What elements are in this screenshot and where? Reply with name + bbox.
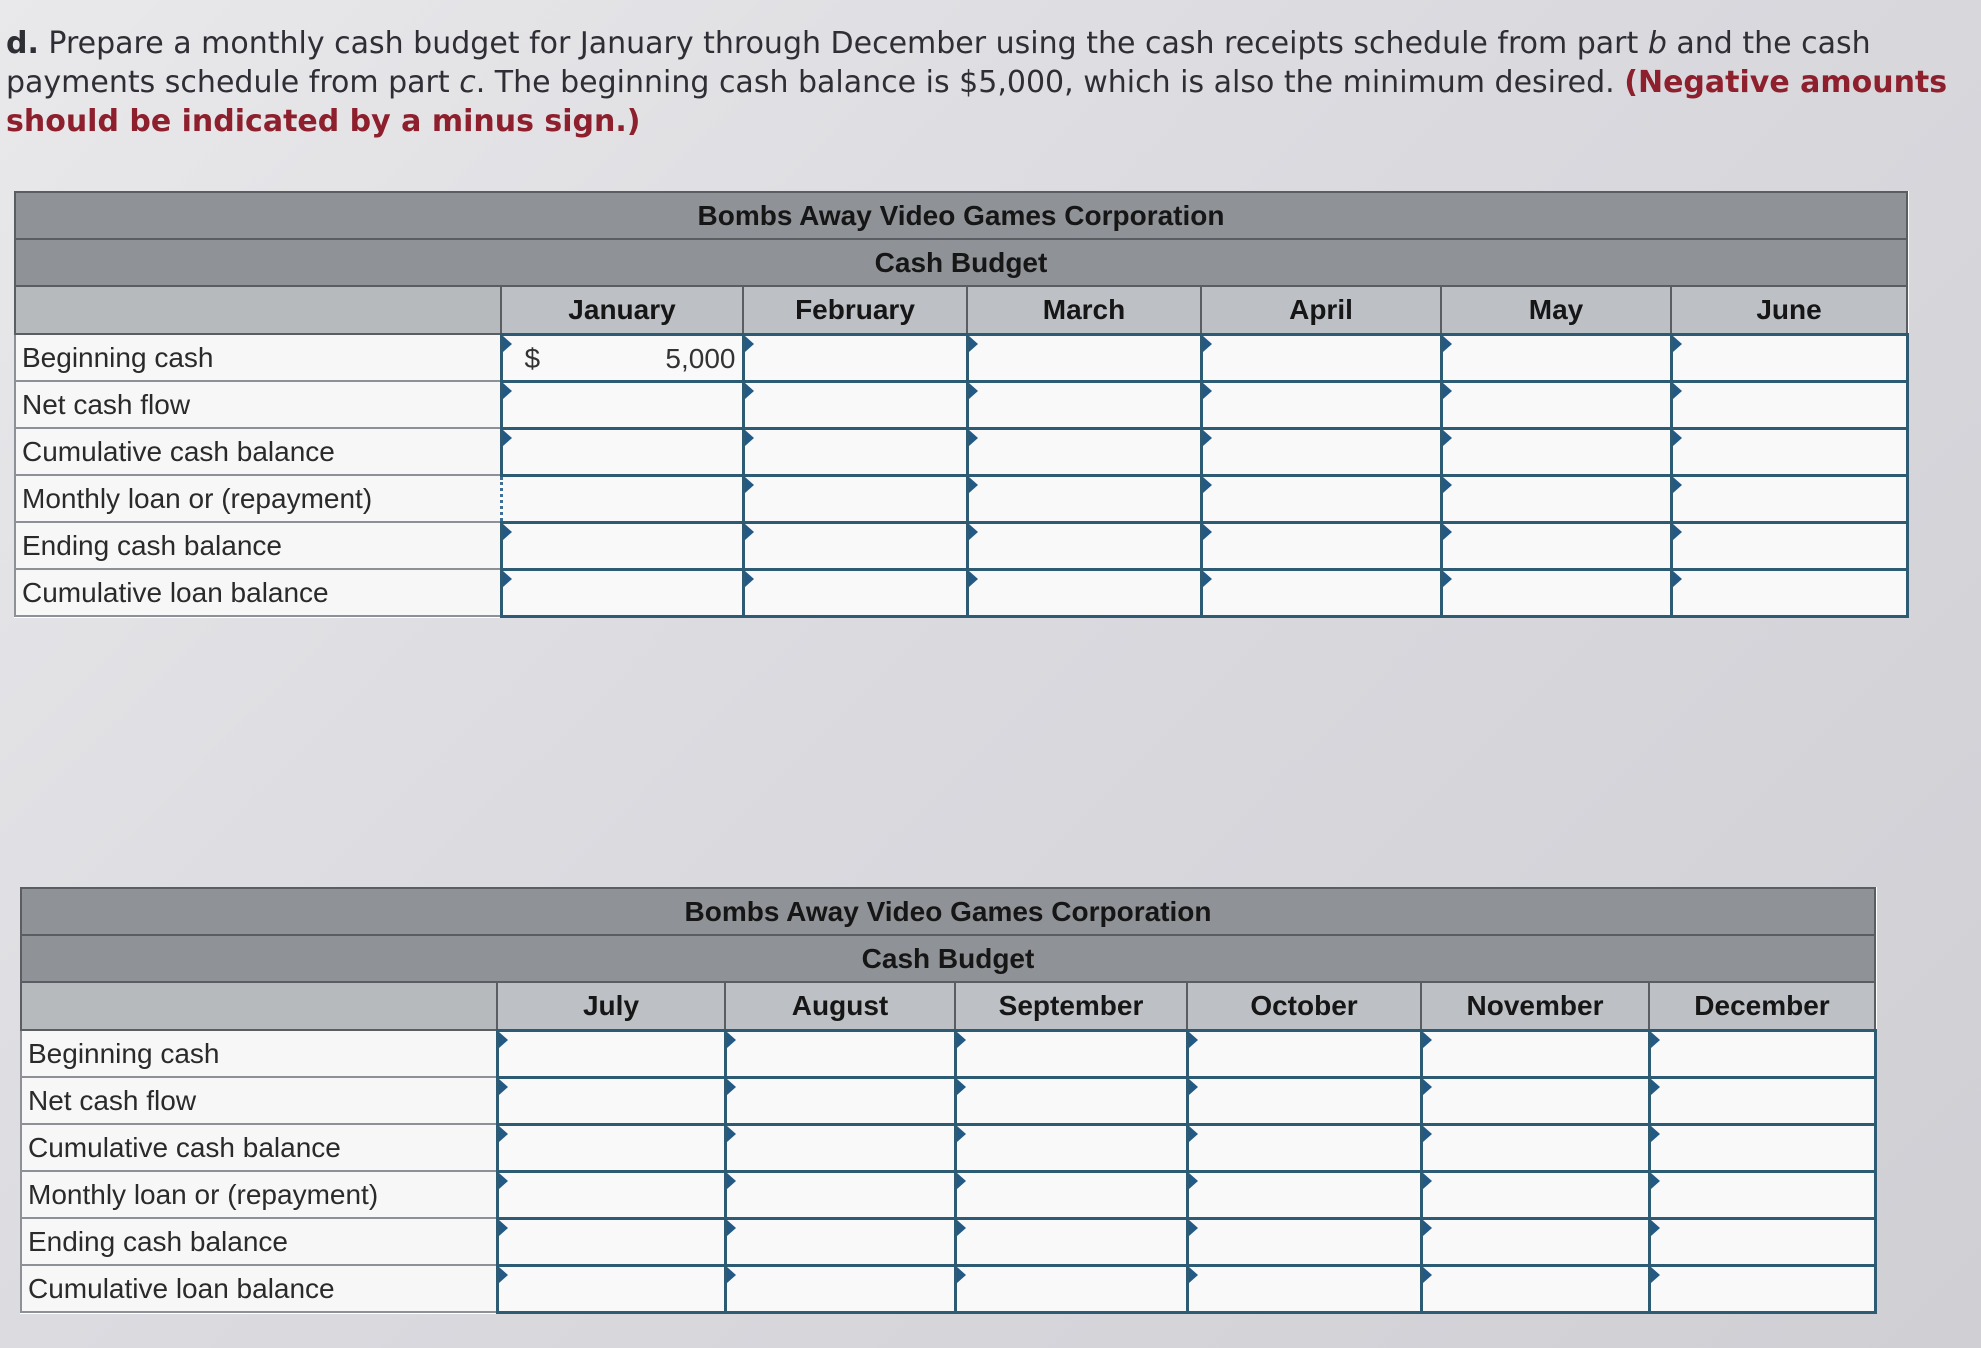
input-cell[interactable] [1201,428,1441,475]
cell-marker-icon [1203,524,1212,540]
input-cell[interactable] [1671,569,1907,616]
input-cell[interactable] [743,381,967,428]
input-cell[interactable] [1671,334,1907,381]
input-cell[interactable] [497,1124,725,1171]
cell-marker-icon [969,571,978,587]
part-b-ref: b [1647,26,1667,61]
input-cell[interactable] [1201,569,1441,616]
input-cell[interactable] [725,1218,955,1265]
cell-marker-icon [1189,1032,1198,1048]
input-cell[interactable] [1421,1030,1649,1077]
cell-marker-icon [1423,1032,1432,1048]
cell-marker-icon [1673,477,1682,493]
cell-marker-icon [1423,1079,1432,1095]
cell-marker-icon [745,430,754,446]
cell-marker-icon [1651,1173,1660,1189]
input-cell[interactable] [497,1265,725,1312]
currency-symbol: $ [524,342,541,374]
row-label: Net cash flow [15,381,501,428]
month-header: April [1201,286,1441,334]
cell-marker-icon [727,1079,736,1095]
input-cell[interactable] [1201,522,1441,569]
input-cell[interactable] [1201,475,1441,522]
input-cell[interactable] [967,475,1201,522]
cell-marker-icon [745,477,754,493]
input-cell[interactable] [743,428,967,475]
cell-marker-icon [1203,383,1212,399]
input-cell[interactable] [1441,334,1671,381]
cell-marker-icon [1673,571,1682,587]
row-header-blank [21,982,497,1030]
input-cell[interactable] [501,522,743,569]
input-cell[interactable] [1441,381,1671,428]
part-c-ref: c [459,65,476,100]
month-header: November [1421,982,1649,1030]
input-cell[interactable] [497,1171,725,1218]
input-cell[interactable] [725,1265,955,1312]
cell-marker-icon [969,336,978,352]
input-cell[interactable] [1671,522,1907,569]
cell-marker-icon [1189,1079,1198,1095]
input-cell[interactable] [1187,1077,1421,1124]
cell-marker-icon [1651,1032,1660,1048]
input-cell[interactable] [743,475,967,522]
input-cell[interactable] [1201,381,1441,428]
part-label: d. [6,26,39,61]
row-label: Ending cash balance [15,522,501,569]
input-cell[interactable] [501,569,743,616]
cell-marker-icon [1673,336,1682,352]
cell-marker-icon [957,1267,966,1283]
input-cell[interactable] [1671,428,1907,475]
cell-marker-icon [969,524,978,540]
cell-marker-icon [1203,430,1212,446]
input-cell[interactable] [743,569,967,616]
row-header-blank [15,286,501,334]
cell-marker-icon [727,1267,736,1283]
input-cell[interactable] [1421,1218,1649,1265]
input-cell[interactable] [743,522,967,569]
input-cell[interactable] [497,1030,725,1077]
cell-marker-icon [503,571,512,587]
cell-marker-icon [957,1126,966,1142]
cell-marker-icon [957,1032,966,1048]
month-header: September [955,982,1187,1030]
input-cell[interactable] [1421,1124,1649,1171]
instructions-text-1: Prepare a monthly cash budget for January through December using the cash receipts schedule from part [38,26,1648,61]
input-cell[interactable] [1421,1265,1649,1312]
beginning-cash-value: 5,000 [665,342,736,374]
input-cell[interactable] [955,1218,1187,1265]
input-cell[interactable] [1441,475,1671,522]
month-header: October [1187,982,1421,1030]
cell-marker-icon [745,383,754,399]
row-label: Cumulative loan balance [15,569,501,616]
input-cell[interactable] [1649,1030,1875,1077]
input-cell[interactable] [1421,1077,1649,1124]
month-header: June [1671,286,1907,334]
input-cell[interactable] [1649,1124,1875,1171]
cell-marker-icon [1189,1220,1198,1236]
instructions-text-3: . The beginning cash balance is $5,000, which is also the minimum desired. [475,65,1625,100]
input-cell[interactable] [1187,1265,1421,1312]
cell-marker-icon [503,383,512,399]
cell-marker-icon [1673,383,1682,399]
cell-marker-icon [969,383,978,399]
input-cell[interactable] [1187,1124,1421,1171]
cell-marker-icon [499,1220,508,1236]
cell-marker-icon [499,1267,508,1283]
input-cell[interactable] [725,1124,955,1171]
input-cell[interactable] [1421,1171,1649,1218]
company-name: Bombs Away Video Games Corporation [21,888,1875,935]
cell-marker-icon [503,336,512,352]
input-cell[interactable] [1671,475,1907,522]
cell-marker-icon [727,1032,736,1048]
question-instructions [6,24,1966,141]
month-header: May [1441,286,1671,334]
input-cell[interactable] [1187,1030,1421,1077]
input-cell[interactable] [955,1171,1187,1218]
budget-title: Cash Budget [21,935,1875,982]
cell-marker-icon [1189,1126,1198,1142]
input-cell[interactable] [967,522,1201,569]
cell-marker-icon [1443,336,1452,352]
cell-marker-icon [745,336,754,352]
month-header: July [497,982,725,1030]
input-cell[interactable] [1649,1265,1875,1312]
cell-marker-icon [1203,571,1212,587]
instructions-text-2: and the cash payments schedule from part [6,26,1871,100]
cell-marker-icon [1203,477,1212,493]
input-cell[interactable] [1187,1218,1421,1265]
input-cell[interactable] [1441,522,1671,569]
input-cell[interactable] [501,428,743,475]
cell-marker-icon [1673,430,1682,446]
cell-marker-icon [745,571,754,587]
input-cell[interactable] [1441,569,1671,616]
cell-marker-icon [1189,1173,1198,1189]
row-label: Cumulative cash balance [21,1124,497,1171]
row-label: Cumulative loan balance [21,1265,497,1312]
cell-marker-icon [957,1220,966,1236]
input-cell[interactable] [967,381,1201,428]
month-header: February [743,286,967,334]
month-header: January [501,286,743,334]
input-cell[interactable] [967,569,1201,616]
input-cell[interactable] [1649,1218,1875,1265]
cell-marker-icon [1189,1267,1198,1283]
row-label: Beginning cash [15,334,501,381]
input-cell[interactable] [955,1265,1187,1312]
row-label: Beginning cash [21,1030,497,1077]
cell-marker-icon [969,477,978,493]
input-cell[interactable] [955,1077,1187,1124]
budget-title: Cash Budget [15,239,1907,286]
cell-marker-icon [499,1079,508,1095]
input-cell[interactable] [725,1030,955,1077]
cell-marker-icon [1443,477,1452,493]
row-label: Monthly loan or (repayment) [21,1171,497,1218]
cell-marker-icon [745,524,754,540]
input-cell[interactable] [1649,1171,1875,1218]
cash-budget-table-jan-jun [14,191,1909,618]
cell-marker-icon [503,524,512,540]
input-cell[interactable] [743,334,967,381]
cell-marker-icon [1423,1173,1432,1189]
cell-marker-icon [1651,1220,1660,1236]
cell-marker-icon [499,1173,508,1189]
cell-marker-icon [1651,1126,1660,1142]
cell-marker-icon [499,1032,508,1048]
cell-marker-icon [1673,524,1682,540]
input-cell-focused[interactable] [501,475,743,522]
cell-marker-icon [1443,571,1452,587]
input-cell[interactable] [725,1077,955,1124]
input-cell[interactable] [501,381,743,428]
cell-marker-icon [727,1173,736,1189]
cell-marker-icon [1423,1220,1432,1236]
input-cell[interactable] [497,1218,725,1265]
input-cell[interactable] [1187,1171,1421,1218]
month-header: August [725,982,955,1030]
row-label: Cumulative cash balance [15,428,501,475]
row-label: Ending cash balance [21,1218,497,1265]
cash-budget-table-jul-dec [20,887,1877,1314]
input-cell[interactable] [955,1030,1187,1077]
row-label: Monthly loan or (repayment) [15,475,501,522]
input-cell[interactable] [497,1077,725,1124]
negative-amount-warning: (Negative amounts should be indicated by a minus sign.) [6,65,1948,139]
month-header: December [1649,982,1875,1030]
input-cell[interactable] [725,1171,955,1218]
cell-marker-icon [1443,430,1452,446]
cell-marker-icon [957,1079,966,1095]
cell-marker-icon [1423,1126,1432,1142]
cell-marker-icon [1443,383,1452,399]
input-cell[interactable] [1671,381,1907,428]
cell-marker-icon [503,430,512,446]
cell-marker-icon [969,430,978,446]
input-cell[interactable] [967,428,1201,475]
input-cell[interactable] [1441,428,1671,475]
input-cell-january-beginning-cash[interactable] [501,334,743,381]
cell-marker-icon [1203,336,1212,352]
input-cell[interactable] [967,334,1201,381]
cell-marker-icon [727,1220,736,1236]
cell-marker-icon [1423,1267,1432,1283]
cell-marker-icon [727,1126,736,1142]
cell-marker-icon [1651,1267,1660,1283]
cell-marker-icon [1651,1079,1660,1095]
input-cell[interactable] [1201,334,1441,381]
input-cell[interactable] [1649,1077,1875,1124]
month-header: March [967,286,1201,334]
cell-marker-icon [1443,524,1452,540]
row-label: Net cash flow [21,1077,497,1124]
cell-marker-icon [957,1173,966,1189]
input-cell[interactable] [955,1124,1187,1171]
company-name: Bombs Away Video Games Corporation [15,192,1907,239]
cell-marker-icon [499,1126,508,1142]
